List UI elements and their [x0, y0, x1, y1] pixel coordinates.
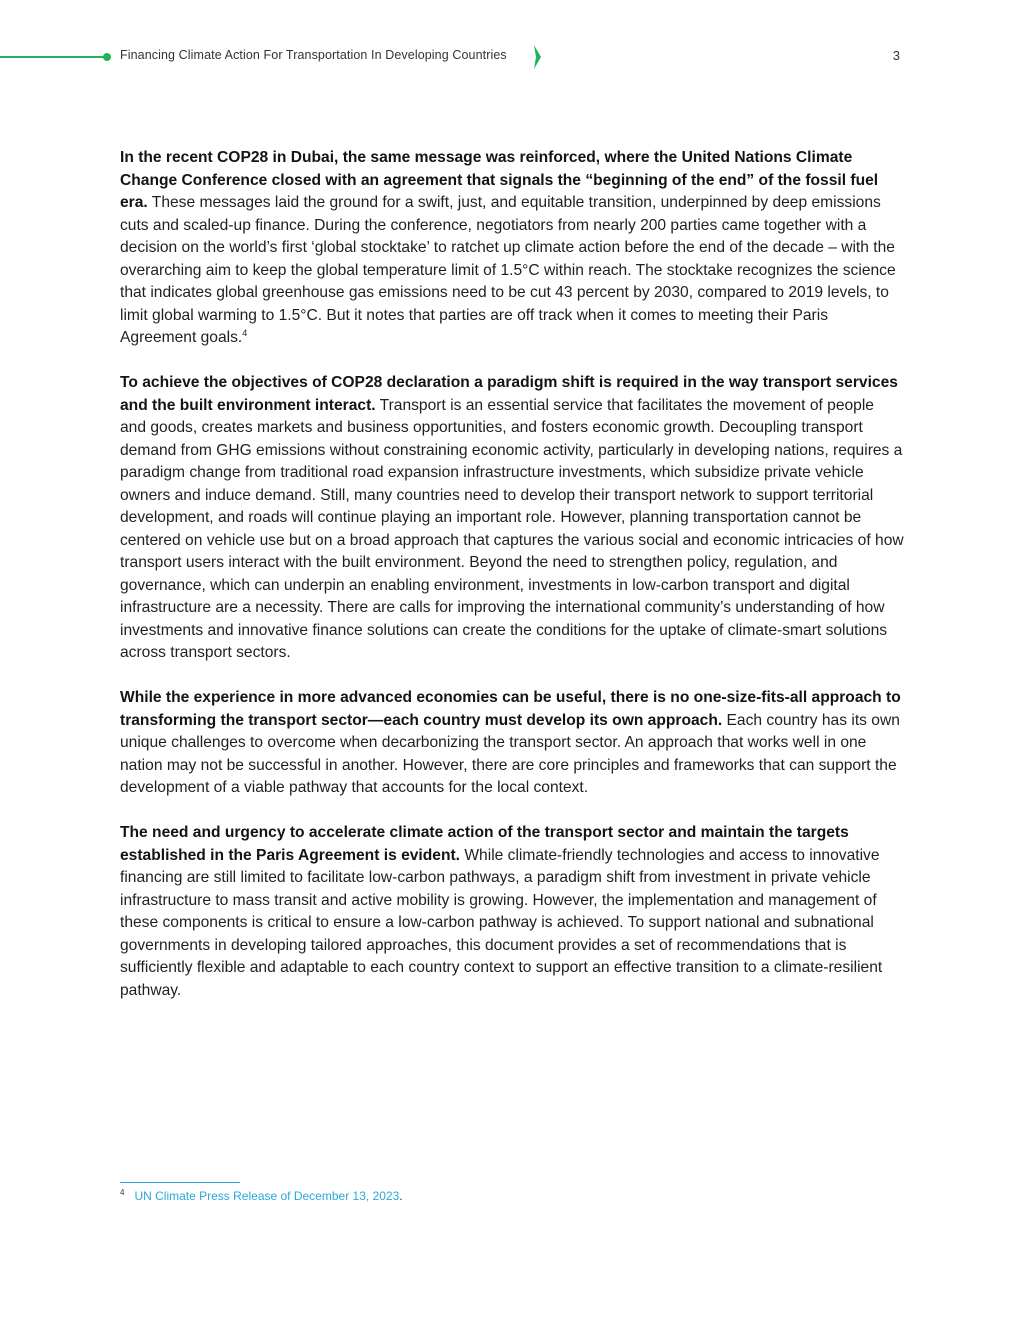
paragraph-lead: The need and urgency to accelerate climate action of the transport sector and maintain the targets established in the Paris Agreement is evident. [120, 824, 849, 864]
page-number: 3 [892, 48, 900, 63]
chevron-right-icon [533, 45, 542, 69]
paragraph-lead: While the experience in more advanced economies can be useful, there is no one-size-fits-all approach to transforming the transport sector—each country must develop its own approach. [120, 689, 901, 729]
footnote-divider [120, 1182, 240, 1183]
footnote [120, 1188, 403, 1203]
body-content [120, 147, 904, 1025]
paragraph-text: Transport is an essential service that facilitates the movement of people and goods, creates markets and business opportunities, and fosters economic growth. Decoupling transport demand from GHG emissions without constraining economic activity, particularly in developing nations, requires a paradigm change from traditional road expansion infrastructure investments, which subsidize private vehicle owners and induce demand. Still, many countries need to develop their transport network to support territorial development, and roads will continue playing an important role. However, planning transportation cannot be centered on vehicle use but on a broad approach that captures the various social and economic intricacies of how transport users interact with the built environment. Beyond the need to strengthen policy, regulation, and governance, which can underpin an enabling environment, investments in low-carbon transport and digital infrastructure are a necessity. There are calls for improving the international community’s understanding of how investments and innovative finance solutions can create the conditions for the uptake of climate-smart solutions across transport sectors. [120, 396, 904, 661]
paragraph-lead: In the recent COP28 in Dubai, the same message was reinforced, where the United Nations Climate Change Conference closed with an agreement that signals the “beginning of the end” of the fossil fuel era. [120, 149, 879, 211]
header-accent-dot [103, 53, 111, 61]
paragraph-no-one-size [120, 687, 904, 800]
paragraph-urgency [120, 822, 904, 1002]
paragraph-lead: To achieve the objectives of COP28 declaration a paradigm shift is required in the way transport services and the built environment interact. [120, 374, 898, 414]
paragraph-text: While climate-friendly technologies and access to innovative financing are still limited to facilitate low-carbon pathways, a paradigm shift from investment in private vehicle infrastructure to mass transit and active mobility is growing. However, the implementation and management of these components is critical to ensure a low-carbon pathway is achieved. To support national and subnational governments in developing tailored approaches, this document provides a set of recommendations that is sufficiently flexible and adaptable to each country context to support an effective transition to a climate-resilient pathway. [120, 846, 883, 999]
footnote-marker: 4 [120, 1188, 125, 1197]
paragraph-text: Each country has its own unique challenges to overcome when decarbonizing the transport sector. An approach that works well in one nation may not be successful in another. However, there are core principles and frameworks that can support the development of a viable pathway that accounts for the local context. [120, 711, 900, 796]
page-header [0, 44, 1020, 70]
paragraph-cop28 [120, 147, 904, 350]
footnote-reference[interactable]: 4 [242, 327, 248, 338]
footnote-trailing: . [399, 1189, 403, 1203]
footnote-source-link[interactable]: UN Climate Press Release of December 13, 2023 [134, 1189, 400, 1203]
running-header-title: Financing Climate Action For Transportation In Developing Countries [120, 48, 507, 62]
header-accent-line [0, 56, 106, 58]
paragraph-text: These messages laid the ground for a swift, just, and equitable transition, underpinned by deep emissions cuts and scaled-up finance. During the conference, negotiators from nearly 200 parties came together with a decision on the world’s first ‘global stocktake’ to ratchet up climate action before the end of the decade – with the overarching aim to keep the global temperature limit of 1.5°C within reach. The stocktake recognizes the science that indicates global greenhouse gas emissions need to be cut 43 percent by 2030, compared to 2019 levels, to limit global warming to 1.5°C. But it notes that parties are off track when it comes to meeting their Paris Agreement goals. [120, 194, 896, 346]
paragraph-paradigm-shift [120, 372, 904, 665]
